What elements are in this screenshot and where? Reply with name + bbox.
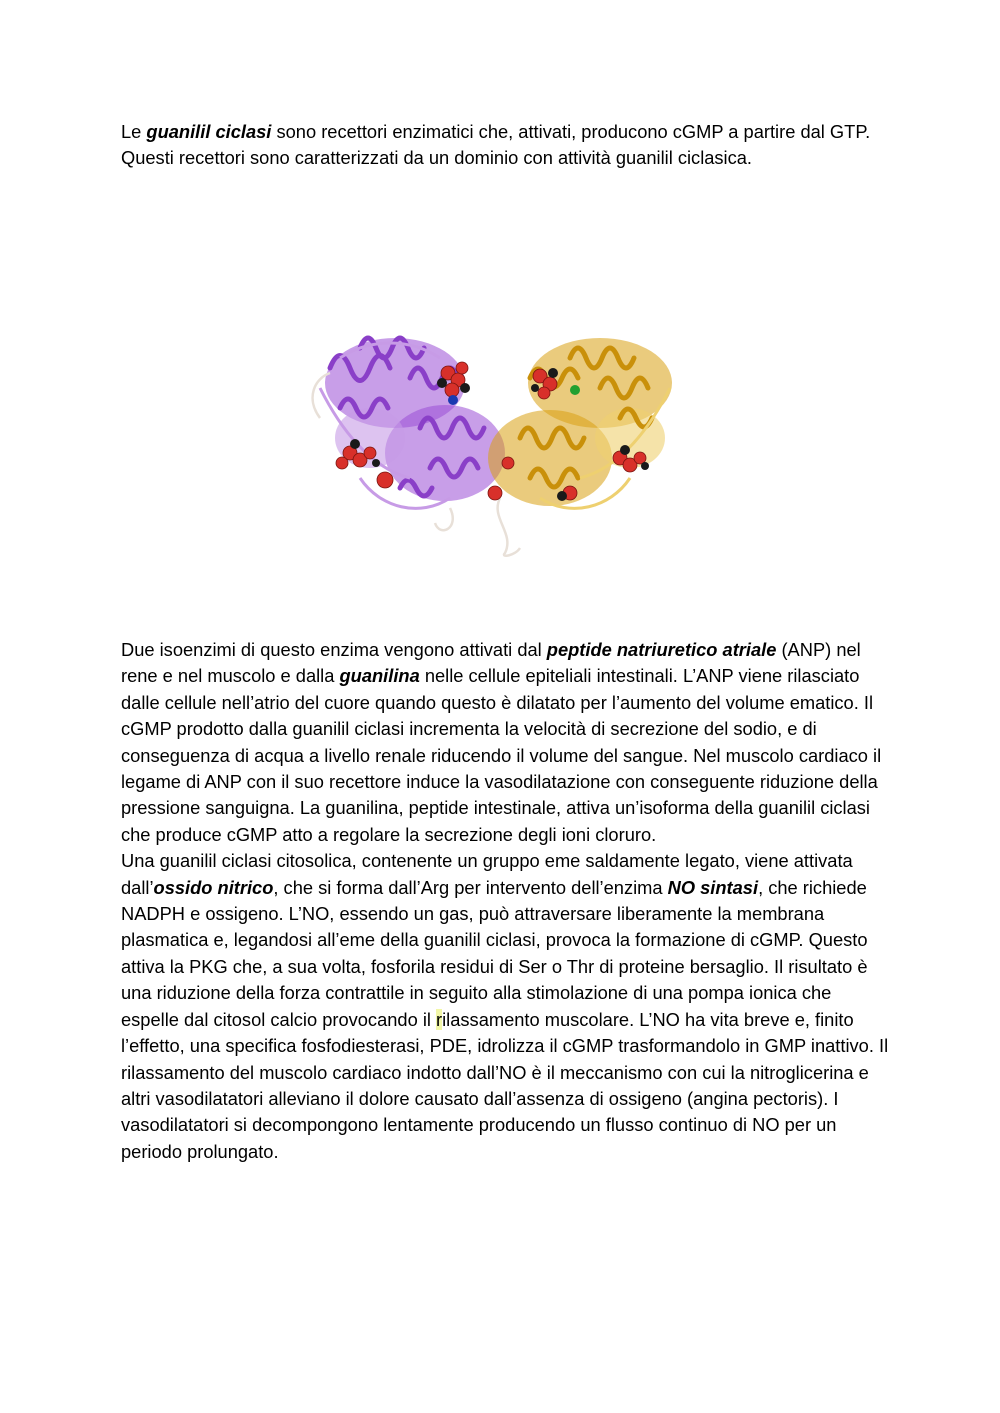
term-ossido-nitrico: ossido nitrico [153, 876, 274, 898]
body-paragraph [121, 637, 891, 1165]
term-guanilina: guanilina [339, 665, 420, 687]
chain-a-purple [320, 338, 505, 508]
term-guanilil-ciclasi: guanilil ciclasi [146, 121, 272, 142]
text-run: Due isoenzimi di questo enzima vengono attivati dal [121, 639, 547, 660]
text-run: ilassamento muscolare. L’NO ha vita breve e, finito l’effetto, una specifica fosfodiesterasi, PDE, idrolizza il cGMP trasformandolo in GMP inattivo. Il rilassamento del muscolo cardiaco indotto dall’NO è il meccanismo con cui la nitroglicerina e altri vasodilatatori alleviano il dolore causato dall’assenza di ossigeno (angina pectoris). I vasodilatatori si decompongono lentamente producendo un flusso continuo di NO per un periodo prolungato. [121, 1008, 889, 1162]
text-run: , che si forma dall’Arg per intervento dell’enzima [273, 876, 668, 898]
text-run: nelle cellule epiteliali intestinali. L’ANP viene rilasciato dalle cellule nell’atrio del cuore quando questo è dilatato per l’aumento del volume ematico. Il cGMP prodotto dalla guanilil ciclasi incrementa la velocità di secrezione del sodio, e di conseguenza di acqua a livello renale riducendo il volume del sangue. Nel muscolo cardiaco il legame di ANP con il suo recettore induce la vasodilatazione con conseguente riduzione della pressione sanguigna. La guanilina, peptide intestinale, attiva un’isoforma della guanilil ciclasi che produce cGMP atto a regolare la secrezione degli ioni cloruro. [121, 665, 882, 845]
protein-structure-image [300, 318, 690, 558]
term-peptide-natriuretico-atriale: peptide natriuretico atriale [546, 639, 777, 660]
text-run: sono recettori enzimatici che, attivati, producono cGMP a partire dal GTP. Questi recettori sono caratterizzati da un dominio con attività guanilil ciclasica. [121, 121, 871, 169]
intro-paragraph [121, 119, 891, 172]
term-no-sintasi: NO sintasi [667, 876, 759, 898]
text-run: (ANP) nel rene e nel muscolo e dalla [121, 639, 861, 687]
chain-b-gold [488, 338, 672, 508]
text-run: Le [121, 121, 147, 142]
highlighted-letter: r [436, 1008, 443, 1030]
text-run: , che richiede NADPH e ossigeno. L’NO, essendo un gas, può attraversare liberamente la membrana plasmatica e, legandosi all’eme della guanilil ciclasi, provoca la formazione di cGMP. Questo attiva la PKG che, a sua volta, fosforila residui di Ser o Thr di proteine bersaglio. Il risultato è una riduzione della forza contrattile in seguito alla stimolazione di una pompa ionica che espelle dal citosol calcio provocando il [121, 876, 868, 1030]
text-run: Una guanilil ciclasi citosolica, contenente un gruppo eme saldamente legato, viene attivata dall’ [121, 850, 853, 898]
